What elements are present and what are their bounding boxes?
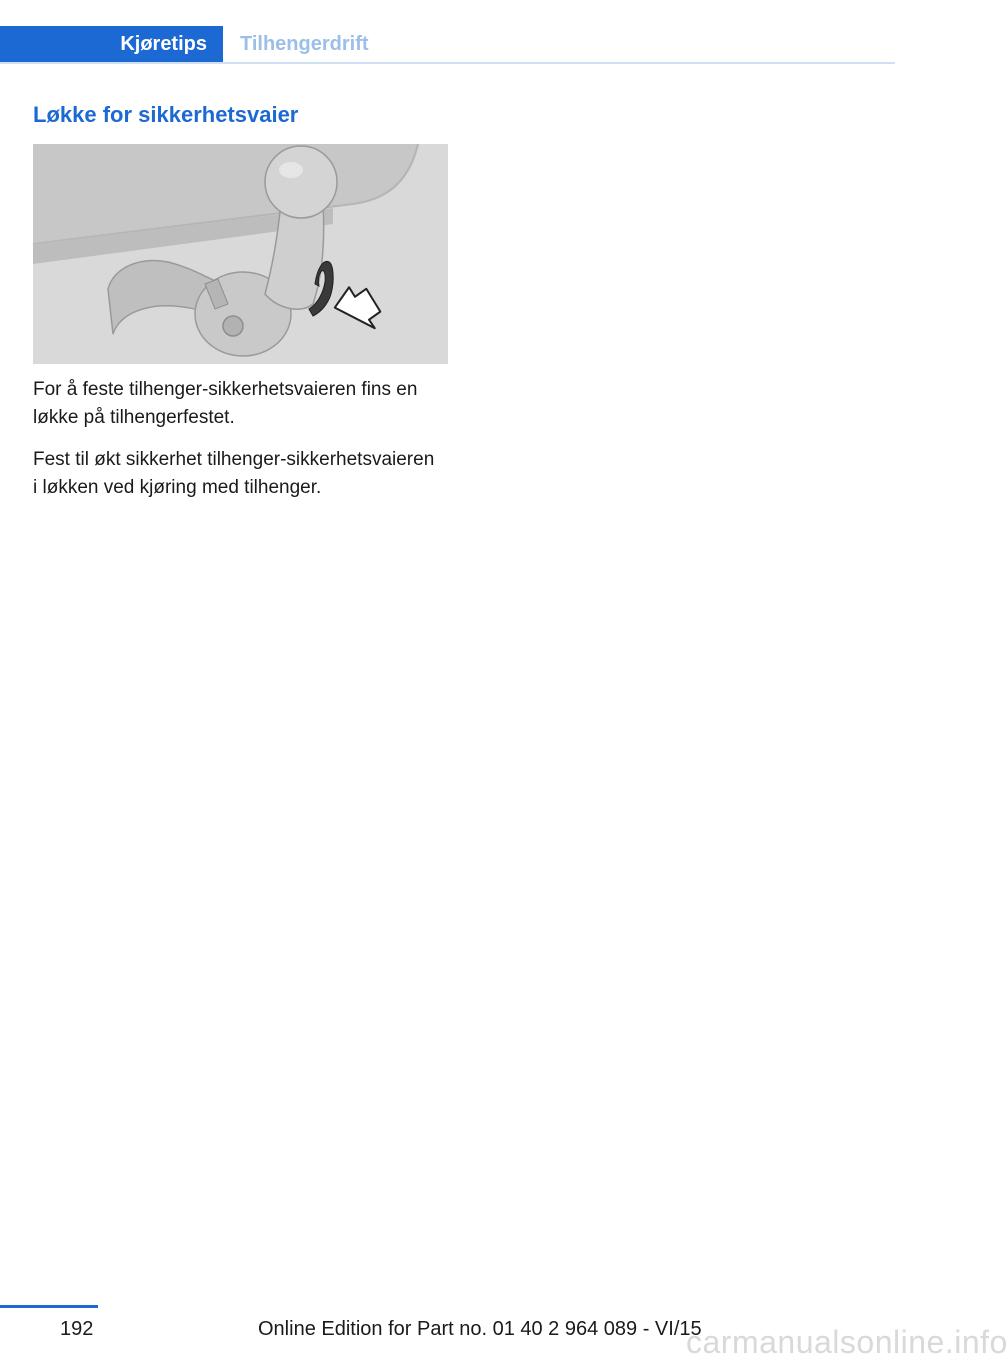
paragraph-eyelet-info: For å feste tilhenger-sikkerhetsvaieren fins en løkke på tilhengerfestet.	[33, 379, 418, 428]
footer-rule	[0, 1305, 98, 1308]
page-number: 192	[60, 1318, 94, 1340]
tab-tilhengerdrift[interactable]: Tilhengerdrift	[240, 32, 369, 55]
paragraph-attach-instruction: Fest til økt sikkerhet tilhenger-sikkerhetsvaieren i løkken ved kjøring med tilhenger.	[33, 449, 435, 498]
watermark: carmanualsonline.info	[686, 1324, 1008, 1360]
section-title: Løkke for sikkerhetsvaier	[33, 102, 299, 127]
towbar-illustration	[33, 144, 448, 364]
header-bar	[0, 26, 895, 64]
tab-kjoretips[interactable]: Kjøretips	[0, 26, 223, 62]
edition-note: Online Edition for Part no. 01 40 2 964 089 - VI/15	[258, 1318, 702, 1340]
